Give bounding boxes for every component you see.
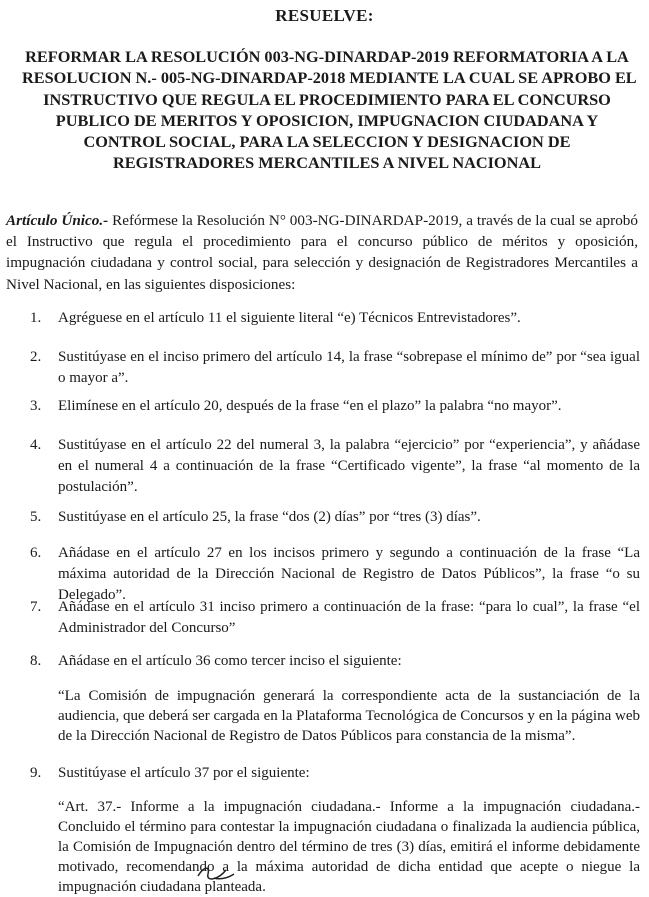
item-number: 9.	[30, 765, 42, 781]
item-number: 3.	[30, 398, 42, 414]
list-item	[30, 763, 640, 784]
list-item	[30, 507, 640, 528]
item-text: Añádase en el artículo 36 como tercer inciso el siguiente:	[58, 653, 402, 669]
heading-line: CONTROL SOCIAL, PARA LA SELECCION Y DESIGNACION DE	[83, 132, 571, 152]
heading-line: REFORMAR LA RESOLUCIÓN 003-NG-DINARDAP-2019 REFORMATORIA A LA	[25, 47, 629, 66]
heading-line: INSTRUCTIVO QUE REGULA EL PROCEDIMIENTO PARA EL CONCURSO	[43, 89, 611, 109]
item-number: 4.	[30, 437, 42, 453]
list-item	[30, 435, 640, 498]
item-text: Sustitúyase en el artículo 22 del numeral 3, la palabra “ejercicio” por “experiencia”, y añádase en el numeral 4 a continuación de la frase “Certificado vigente”, la frase “al momento de la postulación”.	[58, 437, 640, 495]
article-intro	[6, 210, 638, 295]
item-text: Sustitúyase el artículo 37 por el siguiente:	[58, 765, 310, 781]
item-number: 1.	[30, 310, 42, 326]
item-text: Sustitúyase en el artículo 25, la frase “dos (2) días” por “tres (3) días”.	[58, 509, 481, 525]
item-number: 6.	[30, 545, 42, 561]
quoted-paragraph: “Art. 37.- Informe a la impugnación ciudadana.- Informe a la impugnación ciudadana.- Concluido el término para contestar la impugnación ciudadana o finalizada la audiencia pública, la Comisión de Impugnación dentro del término de tres (3) días, emitirá el informe debidamente motivado, recomendando a la máxima autoridad de dicha entidad que acepte o niegue la impugnación ciudadana planteada.	[58, 799, 640, 895]
item-number: 2.	[30, 349, 42, 365]
item-text: Elimínese en el artículo 20, después de la frase “en el plazo” la palabra “no mayor”.	[58, 398, 562, 414]
item-text: Añádase en el artículo 27 en los incisos primero y segundo a continuación de la frase “La máxima autoridad de la Dirección Nacional de Registro de Datos Públicos”, la frase “o su Delegado”.	[58, 545, 640, 603]
quoted-paragraph: “La Comisión de impugnación generará la correspondiente acta de la sustanciación de la audiencia, que deberá ser cargada en la Plataforma Tecnológica de Concursos y en la página web de la Dirección Nacional de Registro de Datos Públicos para constancia de la misma”.	[58, 688, 640, 744]
heading-line: RESOLUCION N.- 005-NG-DINARDAP-2018 MEDIANTE LA CUAL SE APROBO EL	[22, 68, 637, 88]
article-body: Refórmese la Resolución N° 003-NG-DINARDAP-2019, a través de la cual se aprobó el Instructivo que regula el procedimiento para el concurso público de méritos y oposición, impugnación ciudadana y control social, para selección y designación de Registradores Mercantiles a Nivel Nacional, en las siguientes disposiciones:	[6, 212, 638, 293]
list-item	[30, 308, 640, 329]
item-number: 5.	[30, 509, 42, 525]
item-text: Agréguese en el artículo 11 el siguiente literal “e) Técnicos Entrevistadores”.	[58, 310, 521, 326]
item-number: 7.	[30, 599, 42, 615]
list-item	[30, 396, 640, 417]
article-lead: Artículo Único.-	[6, 212, 109, 229]
list-item	[30, 651, 640, 672]
list-item	[30, 347, 640, 389]
signature-mark	[196, 862, 236, 884]
item-text: Añádase en el artículo 31 inciso primero a continuación de la frase: “para lo cual”, la frase “el Administrador del Concurso”	[58, 599, 640, 636]
resolution-heading	[22, 46, 637, 174]
list-item	[30, 597, 640, 639]
item-number: 8.	[30, 653, 42, 669]
resuelve-title: RESUELVE:	[275, 6, 374, 25]
item-text: Sustitúyase en el inciso primero del artículo 14, la frase “sobrepase el mínimo de” por “sea igual o mayor a”.	[58, 349, 640, 386]
heading-line: REGISTRADORES MERCANTILES A NIVEL NACIONAL	[113, 153, 541, 173]
heading-line: PUBLICO DE MERITOS Y OPOSICION, IMPUGNACION CIUDADANA Y	[55, 110, 599, 130]
